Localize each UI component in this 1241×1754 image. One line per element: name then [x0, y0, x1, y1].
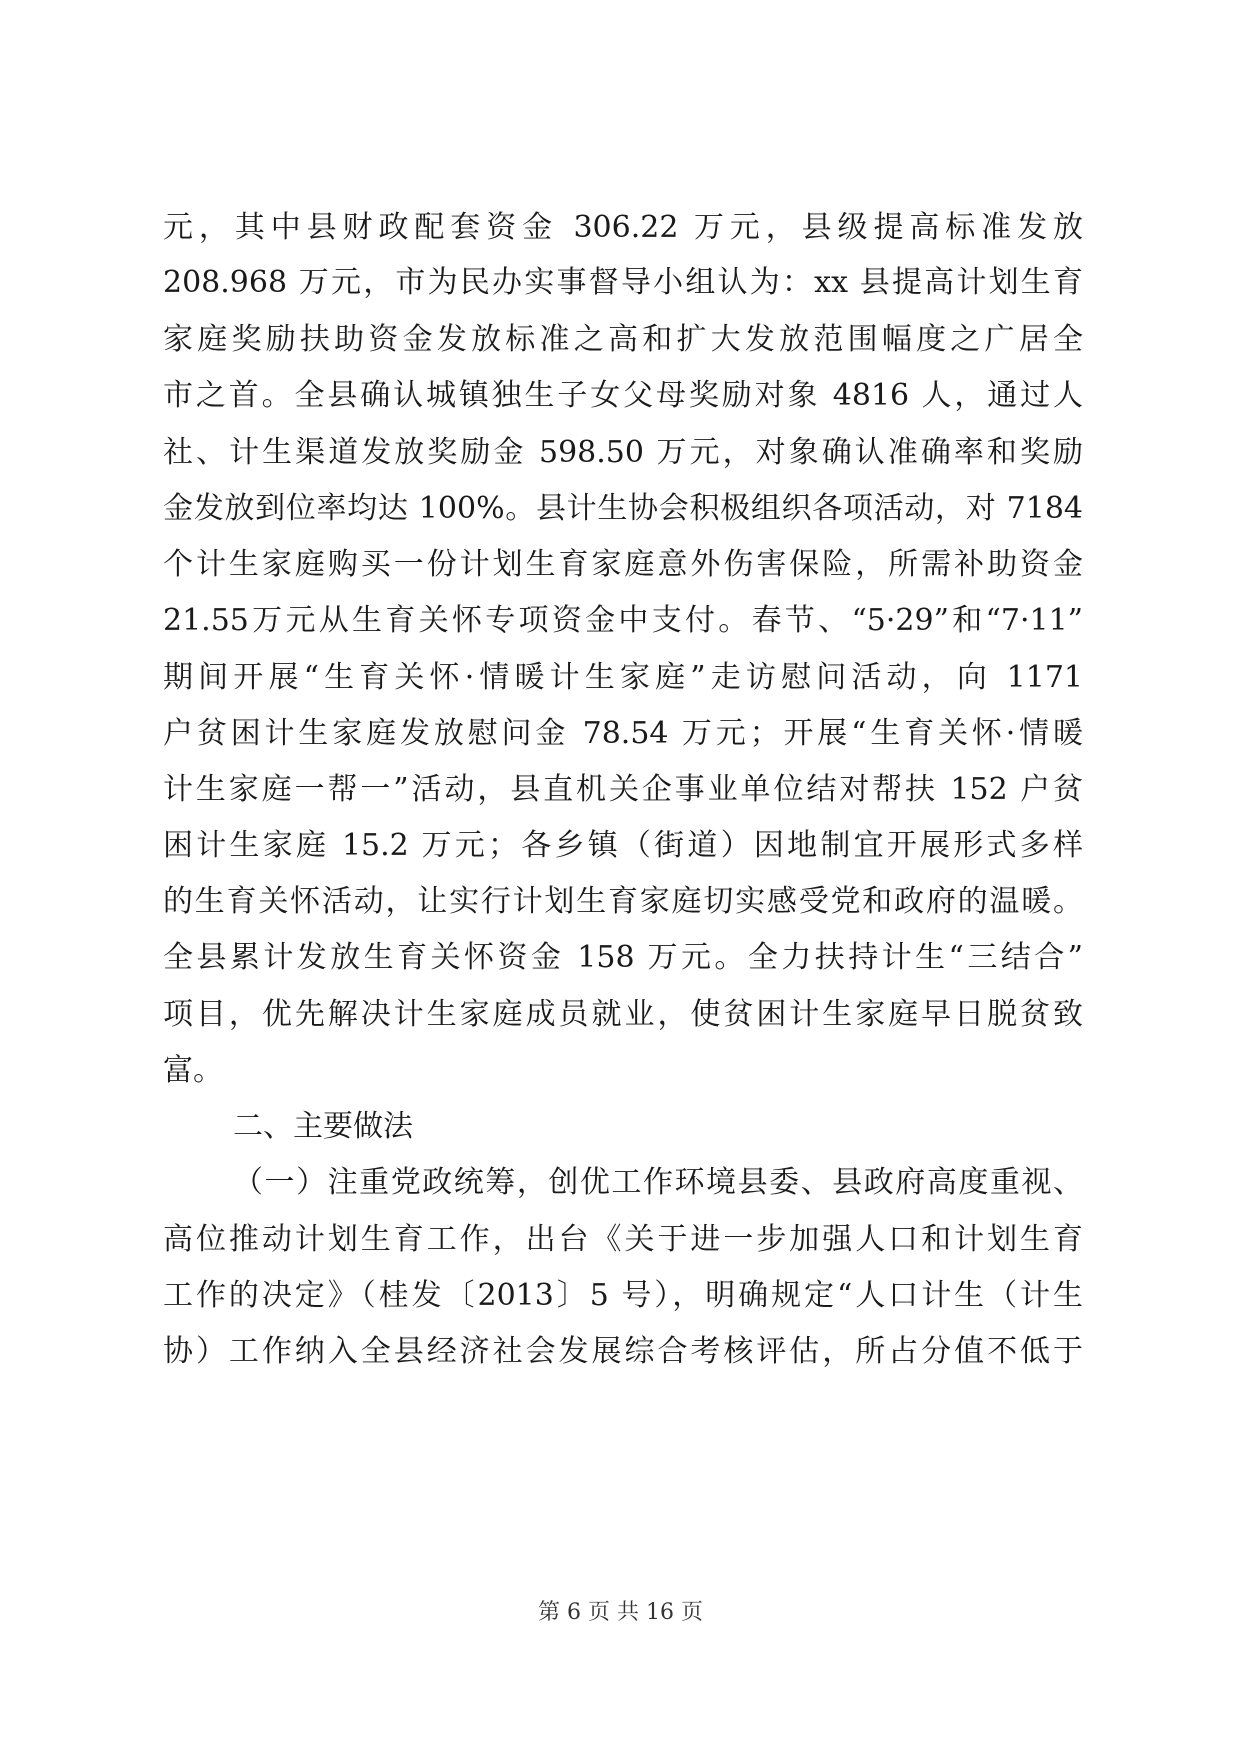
body-text-line: 户贫困计生家庭发放慰问金 78.54 万元；开展“生育关怀·情暖: [163, 716, 1083, 751]
body-text-line: 高位推动计划生育工作，出台《关于进一步加强人口和计划生育: [163, 1222, 1083, 1257]
page-number: 第 6 页 共 16 页: [538, 1600, 703, 1625]
body-text-line: 计生家庭一帮一”活动，县直机关企事业单位结对帮扶 152 户贫: [163, 772, 1083, 807]
body-text-line: 富。: [163, 1053, 223, 1088]
body-text-line: 协）工作纳入全县经济社会发展综合考核评估，所占分值不低于: [163, 1334, 1083, 1369]
body-text-line: 项目，优先解决计生家庭成员就业，使贫困计生家庭早日脱贫致: [163, 997, 1083, 1032]
body-text-line: 全县累计发放生育关怀资金 158 万元。全力扶持计生“三结合”: [163, 940, 1083, 975]
body-text-line: 208.968 万元，市为民办实事督导小组认为：xx 县提高计划生育: [163, 265, 1083, 300]
section-heading: 二、主要做法: [233, 1109, 413, 1144]
body-text-line: 元，其中县财政配套资金 306.22 万元，县级提高标准发放: [163, 210, 1083, 245]
body-text-line: 家庭奖励扶助资金发放标准之高和扩大发放范围幅度之广居全: [163, 322, 1083, 357]
body-text-line: 社、计生渠道发放奖励金 598.50 万元，对象确认准确率和奖励: [163, 435, 1083, 470]
body-text-line: 困计生家庭 15.2 万元；各乡镇（街道）因地制宜开展形式多样: [163, 828, 1083, 863]
body-text-line: 金发放到位率均达 100%。县计生协会积极组织各项活动，对 7184: [163, 491, 1083, 526]
body-text-line: （一）注重党政统筹，创优工作环境县委、县政府高度重视、: [233, 1165, 1083, 1200]
body-text-line: 期间开展“生育关怀·情暖计生家庭”走访慰问活动，向 1171: [163, 660, 1083, 695]
body-text-line: 21.55万元从生育关怀专项资金中支付。春节、“5·29”和“7·11”: [163, 603, 1083, 638]
body-text-line: 工作的决定》（桂发〔2013〕5 号），明确规定“人口计生（计生: [163, 1278, 1083, 1313]
body-text-line: 个计生家庭购买一份计划生育家庭意外伤害保险，所需补助资金: [163, 547, 1083, 582]
body-text-line: 的生育关怀活动，让实行计划生育家庭切实感受党和政府的温暖。: [163, 884, 1083, 919]
body-text-line: 市之首。全县确认城镇独生子女父母奖励对象 4816 人，通过人: [163, 378, 1083, 413]
